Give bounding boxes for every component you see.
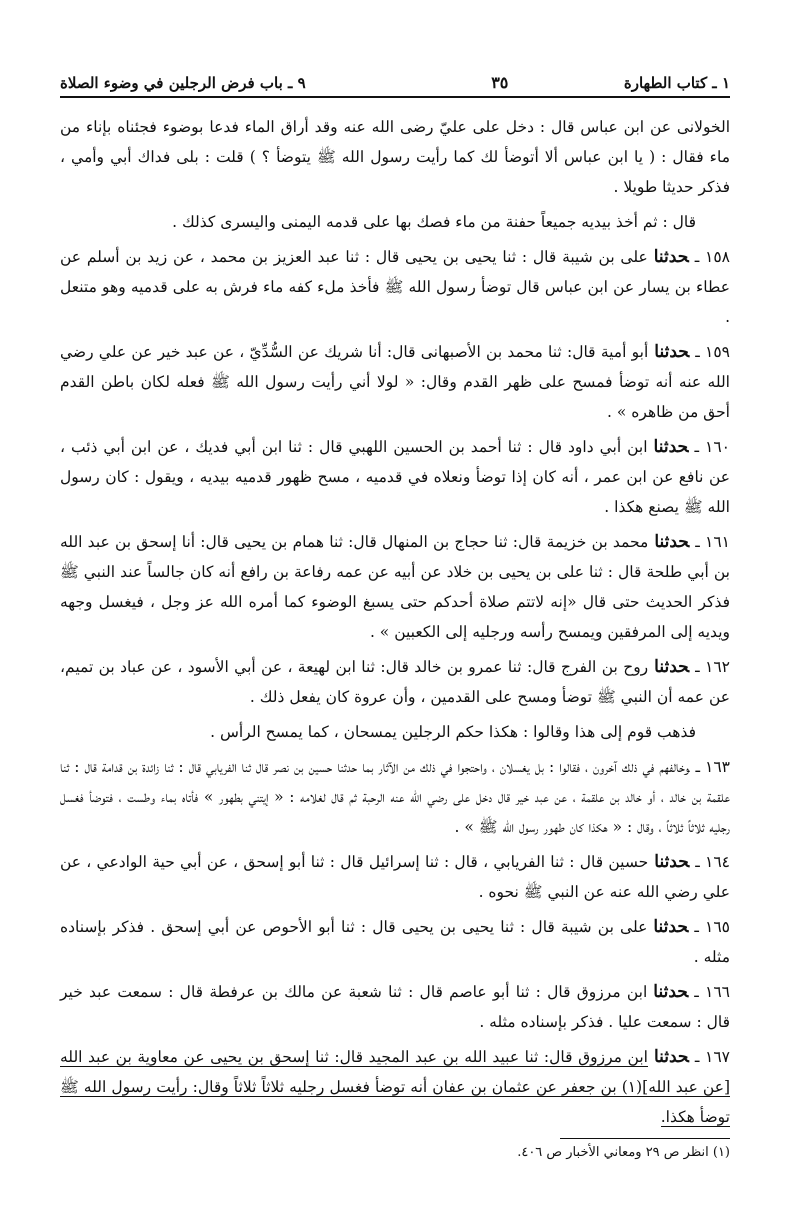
hadith-number: ١٦٧ ـ: [694, 1048, 731, 1066]
hadith-number: ١٥٨ ـ: [694, 248, 731, 266]
hadith-number: ١٦١ ـ: [695, 533, 731, 551]
haddathana-heading: حدثنا: [654, 852, 690, 872]
hadith-167: [60, 1042, 730, 1132]
hadith-number: ١٦٥ ـ: [694, 918, 730, 936]
paragraph-text: ابن مرزوق قال : ثنا أبو عاصم قال : ثنا شعبة عن مالك بن عرفطة قال : سمعت عبد خير قال : سمعت عليا . فذكر بإسناده مثله .: [60, 983, 730, 1031]
running-header: [60, 64, 730, 98]
haddathana-heading: حدثنا: [654, 532, 690, 552]
paragraph-text: محمد بن خزيمة قال: ثنا حجاج بن المنهال قال: ثنا همام بن يحيى قال: أنا إسحق بن عبد الله بن أبي طلحة قال : ثنا على بن يحيى بن خلاد عن أبيه عن عمه رفاعة بن رافع أنه كان جالساً عند النبي ﷺ فذكر الحديث حتى قال «إنه لاتتم صلاة أحدكم حتى يسبغ الوضوء كما أمره الله عز وجل ، فيغسل وجهه ويديه إلى المرفقين ويمسح رأسه ورجليه إلى الكعبين » .: [60, 533, 730, 641]
haddathana-heading: حدثنا: [653, 982, 689, 1002]
paragraph-text: فذهب قوم إلى هذا وقالوا : هكذا حكم الرجلين يمسحان ، كما يمسح الرأس .: [210, 723, 696, 741]
hadith-159: [60, 337, 730, 427]
hadith-number: ١٦٤ ـ: [695, 853, 730, 871]
haddathana-heading: حدثنا: [654, 342, 690, 362]
haddathana-heading: حدثنا: [654, 657, 690, 677]
hadith-162: [60, 652, 730, 712]
hadith-number: ١٦٠ ـ: [694, 438, 730, 456]
footnote-divider: [560, 1138, 730, 1139]
header-chapter-title: ٩ ـ باب فرض الرجلين في وضوء الصلاة: [60, 74, 306, 92]
body-text: [60, 112, 730, 1132]
paragraph-text: ابن أبي داود قال : ثنا أحمد بن الحسين اللهبي قال : ثنا ابن أبي فديك ، عن ابن أبي ذئب ، عن نافع عن ابن عمر ، أنه كان إذا توضأ ونعلاه في قدميه ، مسح ظهور قدميه بيديه ، ويقول : كان رسول الله ﷺ يصنع هكذا .: [60, 438, 730, 516]
paragraph-text: على بن شيبة قال : ثنا يحيى بن يحيى قال : ثنا أبو الأحوص عن أبي إسحق . فذكر بإسناده مثله .: [60, 918, 730, 966]
paragraph-text: قال : ثم أخذ بيديه جميعاً حفنة من ماء فصك بها على قدمه اليمنى واليسرى كذلك .: [172, 213, 696, 231]
document-page: [60, 64, 730, 1163]
hadith-number: ١٦٢ ـ: [695, 658, 731, 676]
hadith-161: [60, 527, 730, 647]
paragraph-text: ابن مرزوق قال: ثنا عبيد الله بن عبد المجيد قال: ثنا إسحق بن يحيى عن معاوية بن عبد الله [عن عبد الله](١) بن جعفر عن عثمان بن عفان أنه توضأ فغسل رجليه ثلاثاً ثلاثاً وقال: رأيت رسول الله ﷺ توضأ هكذا.: [60, 1048, 731, 1126]
paragraph-text: أبو أمية قال: ثنا محمد بن الأصبهانى قال: أنا شريك عن السُّدِّيّ ، عن عبد خير عن علي رضي الله عنه أنه توضأ فمسح على ظهر القدم وقال: « لولا أني رأيت رسول الله ﷺ فعله لكان باطن القدم أحق من ظاهره » .: [60, 343, 730, 421]
haddathana-heading: حدثنا: [653, 1047, 689, 1067]
header-book-title: ١ ـ كتاب الطهارة: [623, 74, 730, 92]
paragraph: [60, 717, 730, 747]
paragraph-text: وخالفهم في ذلك آخرون ، فقالوا : بل يغسلان ، واحتجوا في ذلك من الآثار بما حدثنا حسين بن نصر قال ثنا الفريابي قال : ثنا زائدة بن قدامة قال : ثنا علقمة بن خالد ، أو خالد بن علقمة ، عن عبد خير قال دخل على رضي الله عنه الرحبة ثم قال لغلامه : « إيتني بطهور » فأتاه بماء وطست ، فتوضأ فغسل رجليه ثلاثاً ثلاثاً ، وقال : « هكذا كان طهور رسول الله ﷺ » .: [60, 758, 730, 836]
hadith-165: [60, 912, 730, 972]
footnote: (١) انظر ص ٢٩ ومعاني الأخبار ص ٤٠٦.: [517, 1145, 730, 1160]
paragraph-text: الخولانى عن ابن عباس قال : دخل على عليّ رضى الله عنه وقد أراق الماء فدعا بوضوء فجئناه بإناء من ماء فقال : ( يا ابن عباس ألا أتوضأ لك كما رأيت رسول الله ﷺ يتوضأ ؟ ) قلت : بلى فداك أبي وأمي ، فذكر حديثا طويلا .: [60, 118, 730, 196]
hadith-160: [60, 432, 730, 522]
hadith-number: ١٦٦ ـ: [694, 983, 730, 1001]
hadith-166: [60, 977, 730, 1037]
paragraph: [60, 112, 730, 202]
hadith-number: ١٦٣ ـ: [695, 758, 730, 776]
hadith-164: [60, 847, 730, 907]
haddathana-heading: حدثنا: [653, 247, 689, 267]
paragraph: [60, 207, 730, 237]
paragraph-text: على بن شيبة قال : ثنا يحيى بن يحيى قال : ثنا عبد العزيز بن محمد ، عن زيد بن أسلم عن عطاء بن يسار عن ابن عباس قال توضأ رسول الله ﷺ فأخذ ملء كفه ماء فرش به على قدميه وهو متنعل .: [60, 248, 730, 326]
page-number: ٣٥: [491, 73, 509, 92]
hadith-163: [60, 752, 730, 842]
haddathana-heading: حدثنا: [653, 917, 689, 937]
hadith-158: [60, 242, 730, 332]
paragraph-text: روح بن الفرج قال: ثنا عمرو بن خالد قال: ثنا ابن لهيعة ، عن أبي الأسود ، عن عباد بن تميم، عن عمه أن النبي ﷺ توضأ ومسح على القدمين ، وأن عروة كان يفعل ذلك .: [60, 658, 730, 706]
haddathana-heading: حدثنا: [653, 437, 689, 457]
paragraph-text: حسين قال : ثنا الفريابي ، قال : ثنا إسرائيل قال : ثنا أبو إسحق ، عن أبي حية الوادعي ، عن علي رضي الله عنه عن النبي ﷺ نحوه .: [60, 853, 730, 901]
hadith-number: ١٥٩ ـ: [695, 343, 730, 361]
